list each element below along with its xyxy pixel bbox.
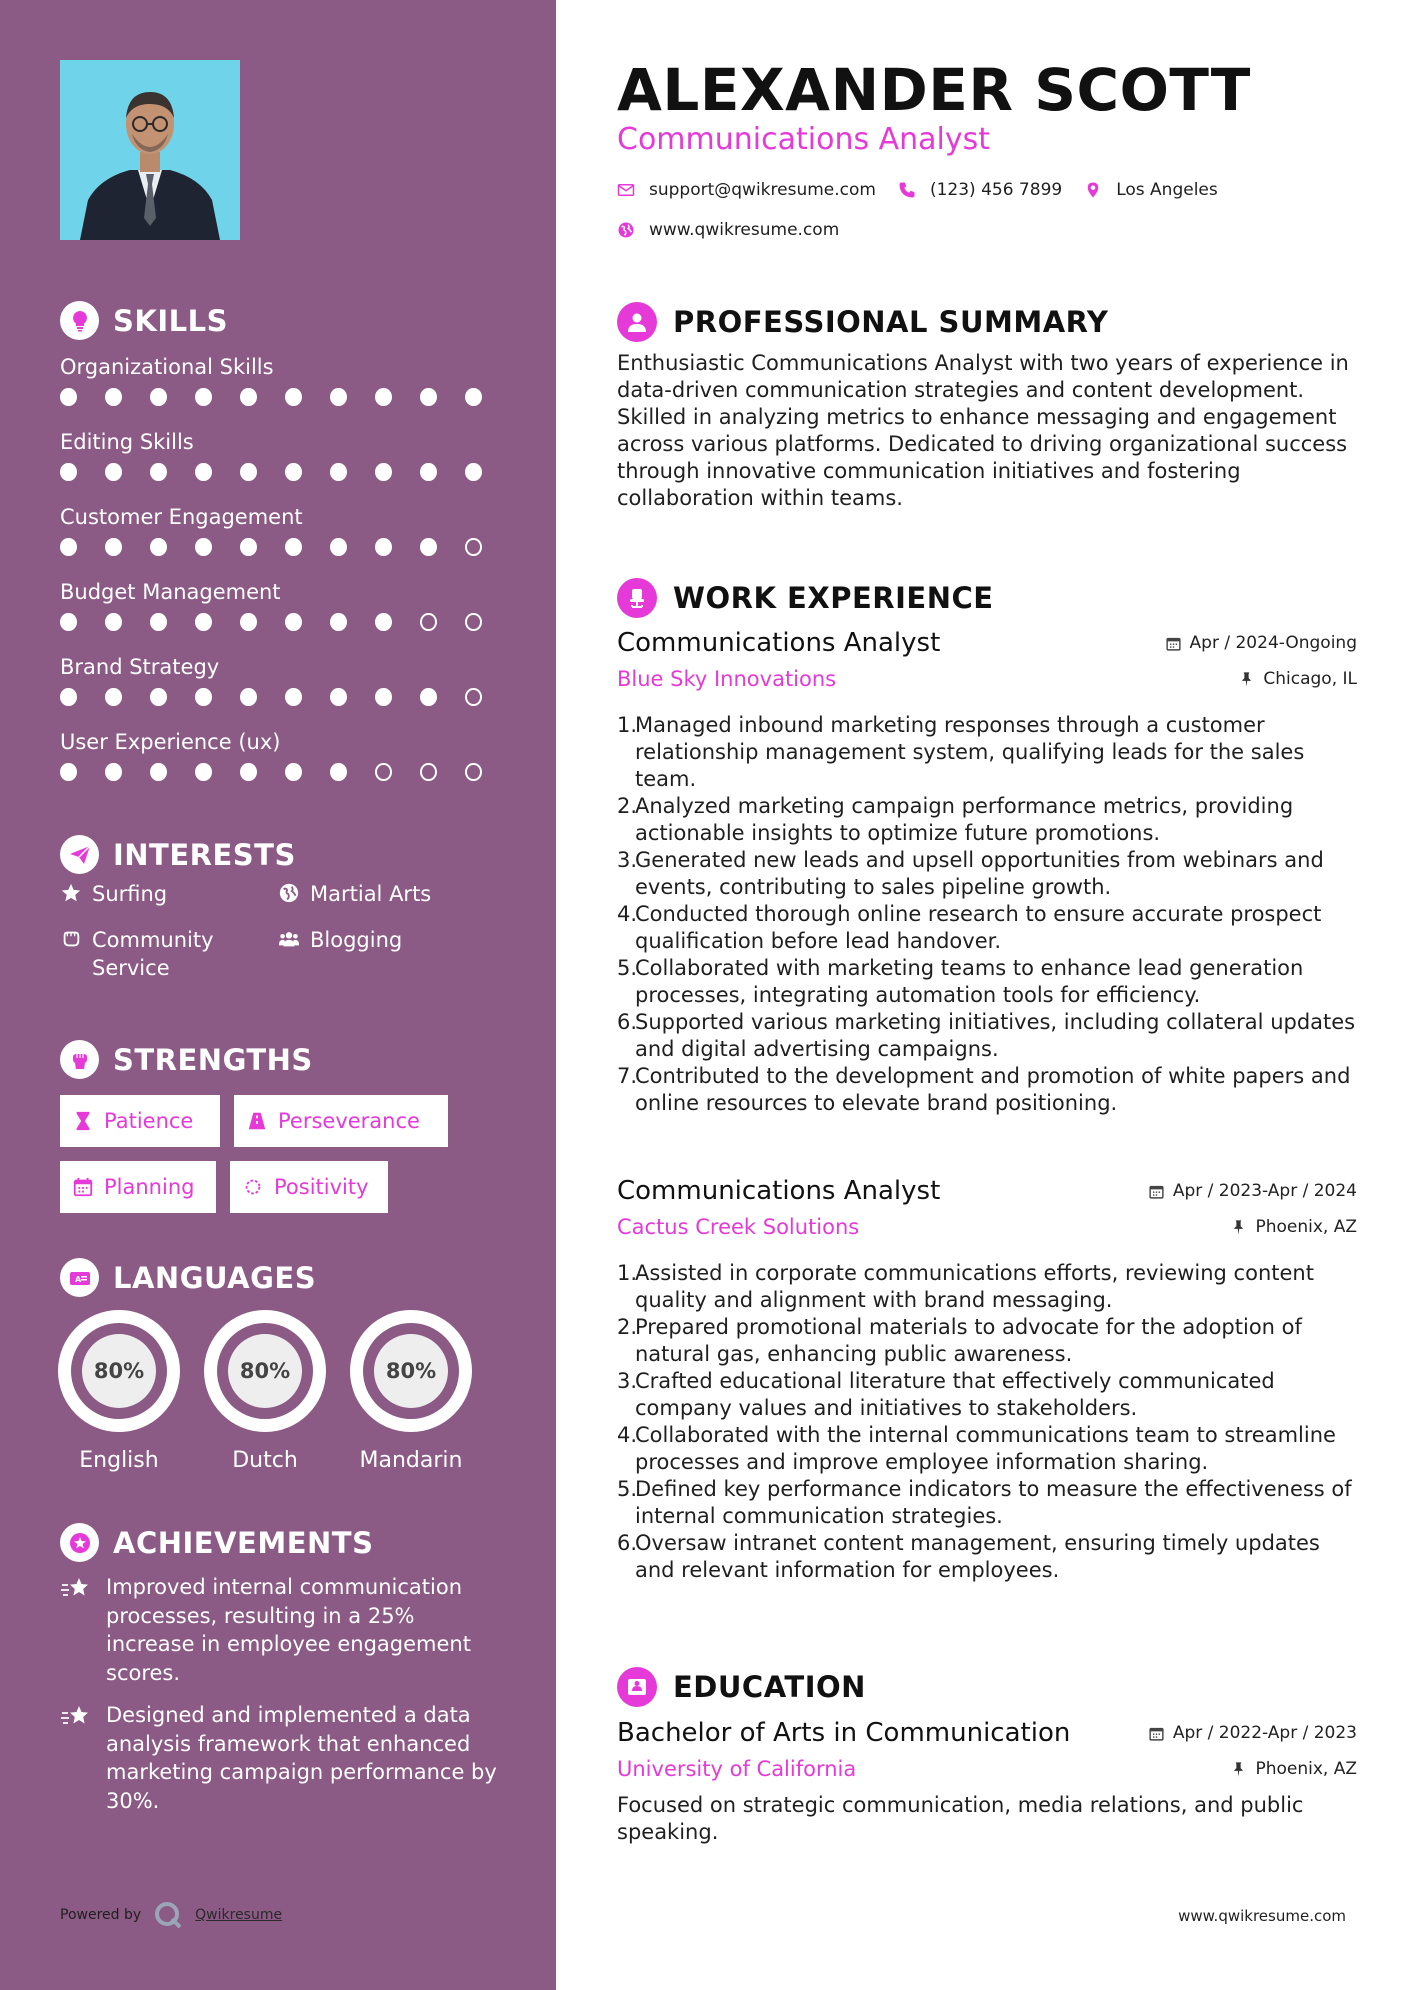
rating-dot-filled bbox=[150, 763, 167, 781]
job-entry bbox=[617, 1174, 1357, 1584]
calendar-icon bbox=[1165, 635, 1182, 652]
rating-dot-filled bbox=[105, 763, 122, 781]
calendar-icon bbox=[1148, 1725, 1165, 1742]
contact-phone[interactable]: (123) 456 7899 bbox=[898, 178, 1062, 202]
main-content bbox=[556, 0, 1407, 1990]
interest-item: Community Service bbox=[60, 926, 278, 982]
summary-heading: PROFESSIONAL SUMMARY bbox=[617, 302, 1108, 342]
bullet-text: Managed inbound marketing responses through a customer relationship management system, qualifying leads for the sales team. bbox=[635, 713, 1305, 791]
rating-dot-filled bbox=[195, 388, 212, 406]
rating-dot-filled bbox=[330, 388, 347, 406]
languages-heading: A LANGUAGES bbox=[60, 1258, 316, 1297]
bullet-text: Prepared promotional materials to advocate for the adoption of natural gas, enhancing public awareness. bbox=[635, 1315, 1302, 1366]
skill-name: Organizational Skills bbox=[60, 355, 274, 379]
job-bullet bbox=[617, 1530, 1357, 1584]
hand-icon bbox=[60, 928, 82, 950]
shooting-star-icon bbox=[60, 1575, 92, 1603]
person-role: Communications Analyst bbox=[617, 122, 991, 157]
badge-star-icon bbox=[60, 1523, 99, 1562]
skill-rating bbox=[60, 688, 510, 706]
rating-dot-filled bbox=[465, 388, 482, 406]
job-title: Communications Analyst bbox=[617, 1176, 941, 1206]
rating-dot-filled bbox=[60, 388, 77, 406]
job-bullet bbox=[617, 1368, 1357, 1422]
job-bullet bbox=[617, 712, 1357, 793]
rating-dot-filled bbox=[195, 463, 212, 481]
skill-name: Brand Strategy bbox=[60, 655, 220, 679]
rating-dot-filled bbox=[60, 538, 77, 556]
strength-chip: Positivity bbox=[230, 1161, 388, 1213]
job-company: Cactus Creek Solutions bbox=[617, 1215, 860, 1239]
rating-dot-filled bbox=[330, 763, 347, 781]
achievement-item: Improved internal communication processes, resulting in a 25% increase in employee engagement scores. bbox=[60, 1573, 500, 1687]
work-experience-heading: WORK EXPERIENCE bbox=[617, 578, 994, 618]
job-bullet bbox=[617, 847, 1357, 901]
bullet-text: Conducted thorough online research to ensure accurate prospect qualification before lead handover. bbox=[635, 902, 1322, 953]
powered-by: Powered by Qwikresume bbox=[60, 1900, 282, 1930]
star-icon bbox=[60, 882, 82, 904]
qwikresume-logo-icon bbox=[153, 1900, 183, 1930]
contact-email[interactable]: support@qwikresume.com bbox=[617, 178, 876, 202]
bullet-text: Collaborated with marketing teams to enhance lead generation processes, integrating automation tools for efficiency. bbox=[635, 956, 1304, 1007]
contact-website[interactable]: www.qwikresume.com bbox=[617, 218, 839, 242]
education-entry bbox=[617, 1716, 1357, 1846]
skill-name: Customer Engagement bbox=[60, 505, 303, 529]
rating-dot-filled bbox=[330, 688, 347, 706]
job-bullets bbox=[617, 712, 1357, 1117]
pushpin-icon bbox=[1230, 1219, 1247, 1236]
job-bullet bbox=[617, 955, 1357, 1009]
rating-dot-filled bbox=[60, 763, 77, 781]
rating-dot-filled bbox=[150, 463, 167, 481]
summary-text: Enthusiastic Communications Analyst with two years of experience in data-driven communication strategies and content development. Skilled in analyzing metrics to enhance messaging and engagement across various platforms. Dedicated to driving organizational success through innovative communication initiatives and fostering collaboration within teams. bbox=[617, 351, 1349, 510]
map-pin-icon bbox=[1084, 181, 1102, 199]
job-bullet bbox=[617, 1476, 1357, 1530]
job-date: Apr / 2023-Apr / 2024 bbox=[1148, 1181, 1357, 1201]
education-heading: EDUCATION bbox=[617, 1667, 866, 1707]
rating-dot-filled bbox=[105, 538, 122, 556]
rating-dot-filled bbox=[375, 688, 392, 706]
strength-chip: Planning bbox=[60, 1161, 216, 1213]
rating-dot-filled bbox=[420, 463, 437, 481]
rating-dot-filled bbox=[240, 688, 257, 706]
interest-item: Martial Arts bbox=[278, 880, 496, 908]
skill-item bbox=[60, 425, 510, 500]
bullet-number: 4. bbox=[617, 1423, 638, 1447]
lightbulb-icon bbox=[60, 301, 99, 340]
languages-list bbox=[58, 1310, 472, 1473]
envelope-icon bbox=[617, 181, 635, 199]
education-date: Apr / 2022-Apr / 2023 bbox=[1148, 1723, 1357, 1743]
hourglass-icon bbox=[72, 1110, 94, 1132]
rating-dot-empty bbox=[375, 763, 392, 781]
skill-item bbox=[60, 575, 510, 650]
rating-dot-filled bbox=[285, 388, 302, 406]
bullet-text: Defined key performance indicators to measure the effectiveness of internal communication strategies. bbox=[635, 1477, 1352, 1528]
sidebar bbox=[0, 0, 556, 1990]
language-item: 80% Mandarin bbox=[350, 1310, 472, 1473]
paper-plane-icon bbox=[60, 835, 99, 874]
interest-item: Blogging bbox=[278, 926, 496, 982]
bullet-number: 7. bbox=[617, 1064, 638, 1088]
bullet-text: Supported various marketing initiatives, including collateral updates and digital advertising campaigns. bbox=[635, 1010, 1356, 1061]
degree-title: Bachelor of Arts in Communication bbox=[617, 1718, 1071, 1748]
skill-name: Budget Management bbox=[60, 580, 281, 604]
rating-dot-filled bbox=[240, 388, 257, 406]
rating-dot-empty bbox=[465, 538, 482, 556]
rating-dot-empty bbox=[420, 613, 437, 631]
strength-chip: Perseverance bbox=[234, 1095, 448, 1147]
rating-dot-filled bbox=[240, 463, 257, 481]
rating-dot-filled bbox=[285, 613, 302, 631]
rating-dot-filled bbox=[105, 688, 122, 706]
job-bullet bbox=[617, 1063, 1357, 1117]
bullet-number: 2. bbox=[617, 1315, 638, 1339]
skill-name: Editing Skills bbox=[60, 430, 194, 454]
school-name: University of California bbox=[617, 1757, 857, 1781]
bullet-number: 5. bbox=[617, 1477, 638, 1501]
rating-dot-empty bbox=[465, 763, 482, 781]
job-company: Blue Sky Innovations bbox=[617, 667, 837, 691]
rating-dot-filled bbox=[105, 388, 122, 406]
bullet-text: Assisted in corporate communications efforts, reviewing content quality and alignment with brand messaging. bbox=[635, 1261, 1314, 1312]
skill-item bbox=[60, 350, 510, 425]
language-ring: 80% bbox=[204, 1310, 326, 1432]
rating-dot-filled bbox=[195, 538, 212, 556]
job-bullet bbox=[617, 793, 1357, 847]
achievements-list bbox=[60, 1573, 500, 1829]
strength-chip: Patience bbox=[60, 1095, 220, 1147]
language-ring: 80% bbox=[58, 1310, 180, 1432]
bullet-text: Contributed to the development and promotion of white papers and online resources to elevate brand positioning. bbox=[635, 1064, 1351, 1115]
bullet-text: Generated new leads and upsell opportunities from webinars and events, contributing to sales pipeline growth. bbox=[635, 848, 1324, 899]
footer-url[interactable]: www.qwikresume.com bbox=[1178, 1907, 1346, 1925]
skill-rating bbox=[60, 763, 510, 781]
job-date: Apr / 2024-Ongoing bbox=[1165, 633, 1357, 653]
strengths-list bbox=[60, 1095, 490, 1213]
rating-dot-filled bbox=[105, 463, 122, 481]
rating-dot-empty bbox=[420, 763, 437, 781]
contact-location: Los Angeles bbox=[1084, 178, 1218, 202]
education-description: Focused on strategic communication, media relations, and public speaking. bbox=[617, 1793, 1304, 1844]
bullet-number: 2. bbox=[617, 794, 638, 818]
bullet-text: Oversaw intranet content management, ensuring timely updates and relevant information for employees. bbox=[635, 1531, 1320, 1582]
rating-dot-filled bbox=[285, 538, 302, 556]
calendar-icon bbox=[1148, 1183, 1165, 1200]
skill-item bbox=[60, 650, 510, 725]
skills-list bbox=[60, 350, 510, 800]
rating-dot-filled bbox=[285, 688, 302, 706]
rating-dot-filled bbox=[420, 688, 437, 706]
language-icon bbox=[60, 1258, 99, 1297]
svg-text:A: A bbox=[74, 1274, 81, 1284]
achievement-item: Designed and implemented a data analysis framework that enhanced marketing campaign performance by 30%. bbox=[60, 1701, 500, 1815]
user-icon bbox=[617, 302, 657, 342]
globe-icon bbox=[617, 221, 635, 239]
rating-dot-filled bbox=[150, 388, 167, 406]
rating-dot-filled bbox=[420, 388, 437, 406]
rating-dot-filled bbox=[375, 538, 392, 556]
rating-dot-filled bbox=[330, 463, 347, 481]
rating-dot-filled bbox=[195, 763, 212, 781]
language-item: 80% English bbox=[58, 1310, 180, 1473]
rating-dot-filled bbox=[240, 538, 257, 556]
skill-rating bbox=[60, 538, 510, 556]
language-ring: 80% bbox=[350, 1310, 472, 1432]
rating-dot-filled bbox=[60, 463, 77, 481]
rating-dot-filled bbox=[285, 463, 302, 481]
bullet-number: 5. bbox=[617, 956, 638, 980]
bullet-number: 1. bbox=[617, 713, 638, 737]
job-bullets bbox=[617, 1260, 1357, 1584]
rating-dot-empty bbox=[465, 613, 482, 631]
rating-dot-filled bbox=[150, 538, 167, 556]
phone-icon bbox=[898, 181, 916, 199]
calendar-icon bbox=[72, 1176, 94, 1198]
education-location: Phoenix, AZ bbox=[1230, 1759, 1357, 1779]
interests-list bbox=[60, 880, 510, 982]
bullet-text: Crafted educational literature that effectively communicated company values and initiatives to stakeholders. bbox=[635, 1369, 1275, 1420]
strengths-heading: STRENGTHS bbox=[60, 1040, 313, 1079]
rating-dot-filled bbox=[60, 688, 77, 706]
rating-dot-filled bbox=[375, 463, 392, 481]
interests-heading: INTERESTS bbox=[60, 835, 296, 874]
person-name: ALEXANDER SCOTT bbox=[617, 56, 1251, 124]
job-bullet bbox=[617, 1422, 1357, 1476]
rating-dot-filled bbox=[330, 538, 347, 556]
skill-item bbox=[60, 725, 510, 800]
bullet-text: Collaborated with the internal communications team to streamline processes and improve employee information sharing. bbox=[635, 1423, 1336, 1474]
rating-dot-filled bbox=[465, 463, 482, 481]
rating-dot-filled bbox=[375, 388, 392, 406]
interest-item: Surfing bbox=[60, 880, 278, 908]
pushpin-icon bbox=[1230, 1761, 1247, 1778]
rating-dot-filled bbox=[330, 613, 347, 631]
qwikresume-link[interactable]: Qwikresume bbox=[195, 1907, 283, 1923]
bullet-number: 3. bbox=[617, 848, 638, 872]
pushpin-icon bbox=[1238, 671, 1255, 688]
job-bullet bbox=[617, 1314, 1357, 1368]
bullet-number: 6. bbox=[617, 1531, 638, 1555]
bullet-number: 4. bbox=[617, 902, 638, 926]
rating-dot-filled bbox=[195, 688, 212, 706]
users-icon bbox=[278, 928, 300, 950]
globe-icon bbox=[278, 882, 300, 904]
shooting-star-icon bbox=[60, 1703, 92, 1731]
bullet-number: 6. bbox=[617, 1010, 638, 1034]
rating-dot-filled bbox=[375, 613, 392, 631]
rating-dot-empty bbox=[465, 688, 482, 706]
job-title: Communications Analyst bbox=[617, 628, 941, 658]
rating-dot-filled bbox=[105, 613, 122, 631]
skills-heading: SKILLS bbox=[60, 301, 228, 340]
rating-dot-filled bbox=[420, 538, 437, 556]
rating-dot-filled bbox=[150, 688, 167, 706]
job-bullet bbox=[617, 1009, 1357, 1063]
fist-icon bbox=[60, 1040, 99, 1079]
rating-dot-filled bbox=[60, 613, 77, 631]
skill-rating bbox=[60, 388, 510, 406]
rating-dot-filled bbox=[240, 613, 257, 631]
skill-item bbox=[60, 500, 510, 575]
sun-icon bbox=[242, 1176, 264, 1198]
profile-photo bbox=[60, 60, 240, 240]
contact-info bbox=[617, 178, 1357, 242]
rating-dot-filled bbox=[150, 613, 167, 631]
skill-name: User Experience (ux) bbox=[60, 730, 281, 754]
bullet-number: 1. bbox=[617, 1261, 638, 1285]
rating-dot-filled bbox=[285, 763, 302, 781]
graduation-icon bbox=[617, 1667, 657, 1707]
skill-rating bbox=[60, 463, 510, 481]
achievements-heading: ACHIEVEMENTS bbox=[60, 1523, 373, 1562]
rating-dot-filled bbox=[240, 763, 257, 781]
bullet-number: 3. bbox=[617, 1369, 638, 1393]
language-item: 80% Dutch bbox=[204, 1310, 326, 1473]
job-entry bbox=[617, 626, 1357, 1117]
job-bullet bbox=[617, 901, 1357, 955]
job-location: Chicago, IL bbox=[1238, 669, 1357, 689]
job-location: Phoenix, AZ bbox=[1230, 1217, 1357, 1237]
job-bullet bbox=[617, 1260, 1357, 1314]
road-icon bbox=[246, 1110, 268, 1132]
chair-icon bbox=[617, 578, 657, 618]
bullet-text: Analyzed marketing campaign performance metrics, providing actionable insights to optimize future promotions. bbox=[635, 794, 1294, 845]
rating-dot-filled bbox=[195, 613, 212, 631]
skill-rating bbox=[60, 613, 510, 631]
